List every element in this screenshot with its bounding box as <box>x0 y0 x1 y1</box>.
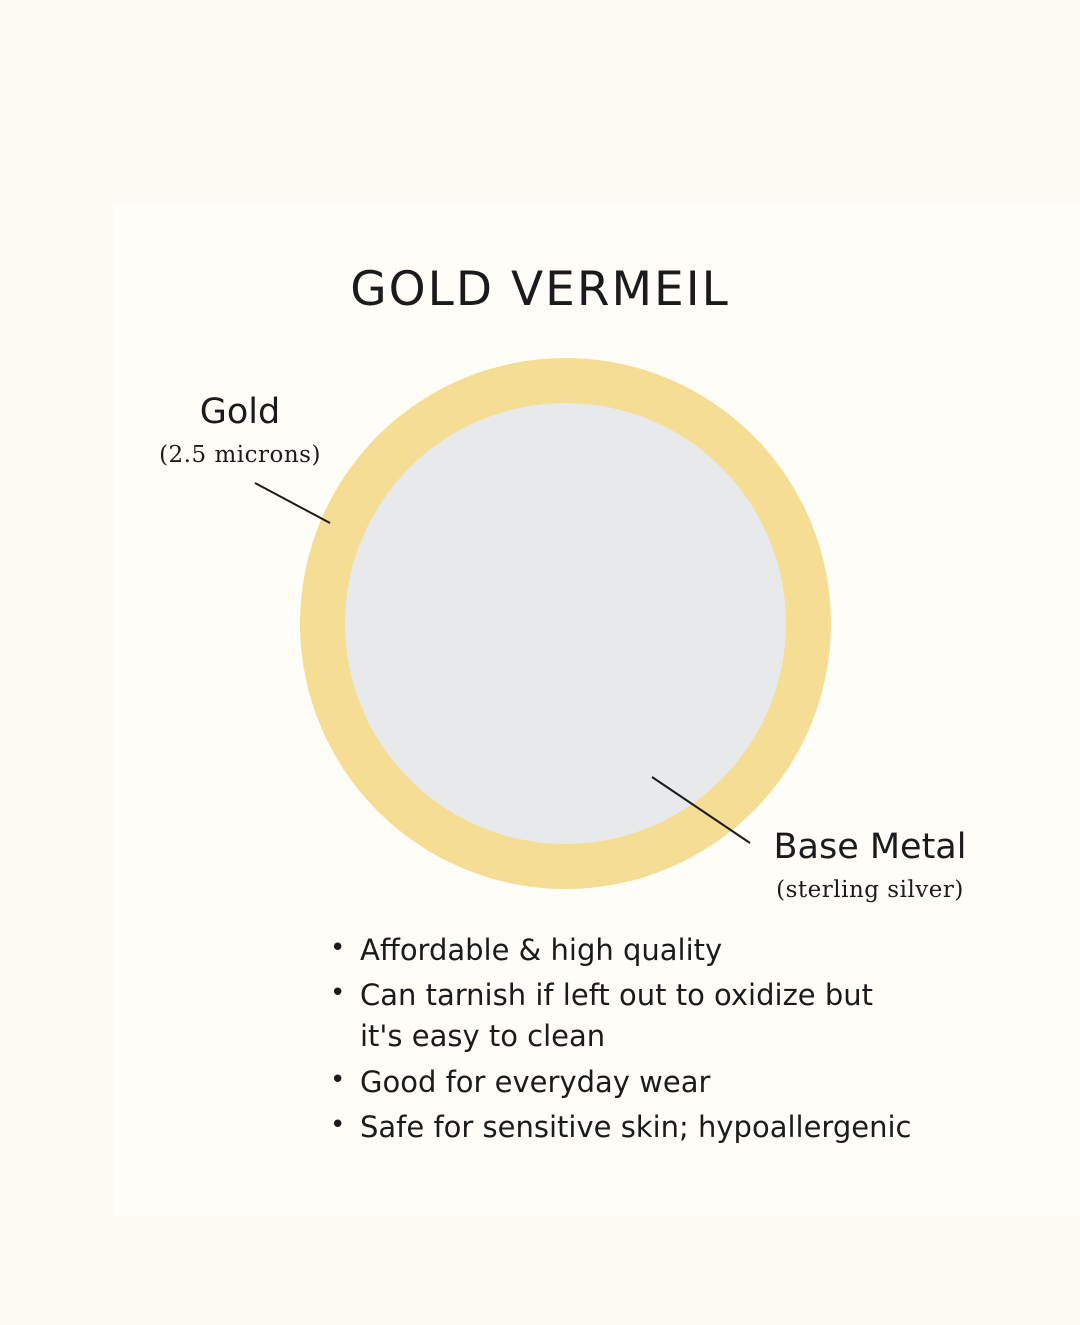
label-gold-title: Gold <box>199 392 281 432</box>
list-item: • Affordable & high quality <box>330 930 920 971</box>
page-title: GOLD VERMEIL <box>350 262 730 317</box>
feature-list <box>300 930 920 1152</box>
list-item: • Safe for sensitive skin; hypoallergenic <box>330 1107 920 1148</box>
label-gold-layer <box>130 393 350 468</box>
label-base-metal <box>720 828 1020 903</box>
label-base-title: Base Metal <box>773 827 967 867</box>
base-metal-core <box>345 403 786 844</box>
list-item: • Can tarnish if left out to oxidize but it's easy to clean <box>330 975 920 1057</box>
label-base-subtitle: (sterling silver) <box>776 876 964 903</box>
material-cross-section <box>300 358 831 889</box>
feature-list-items <box>300 930 920 1148</box>
list-item: • Good for everyday wear <box>330 1062 920 1103</box>
gold-layer-ring <box>300 358 831 889</box>
label-gold-subtitle: (2.5 microns) <box>159 441 321 468</box>
